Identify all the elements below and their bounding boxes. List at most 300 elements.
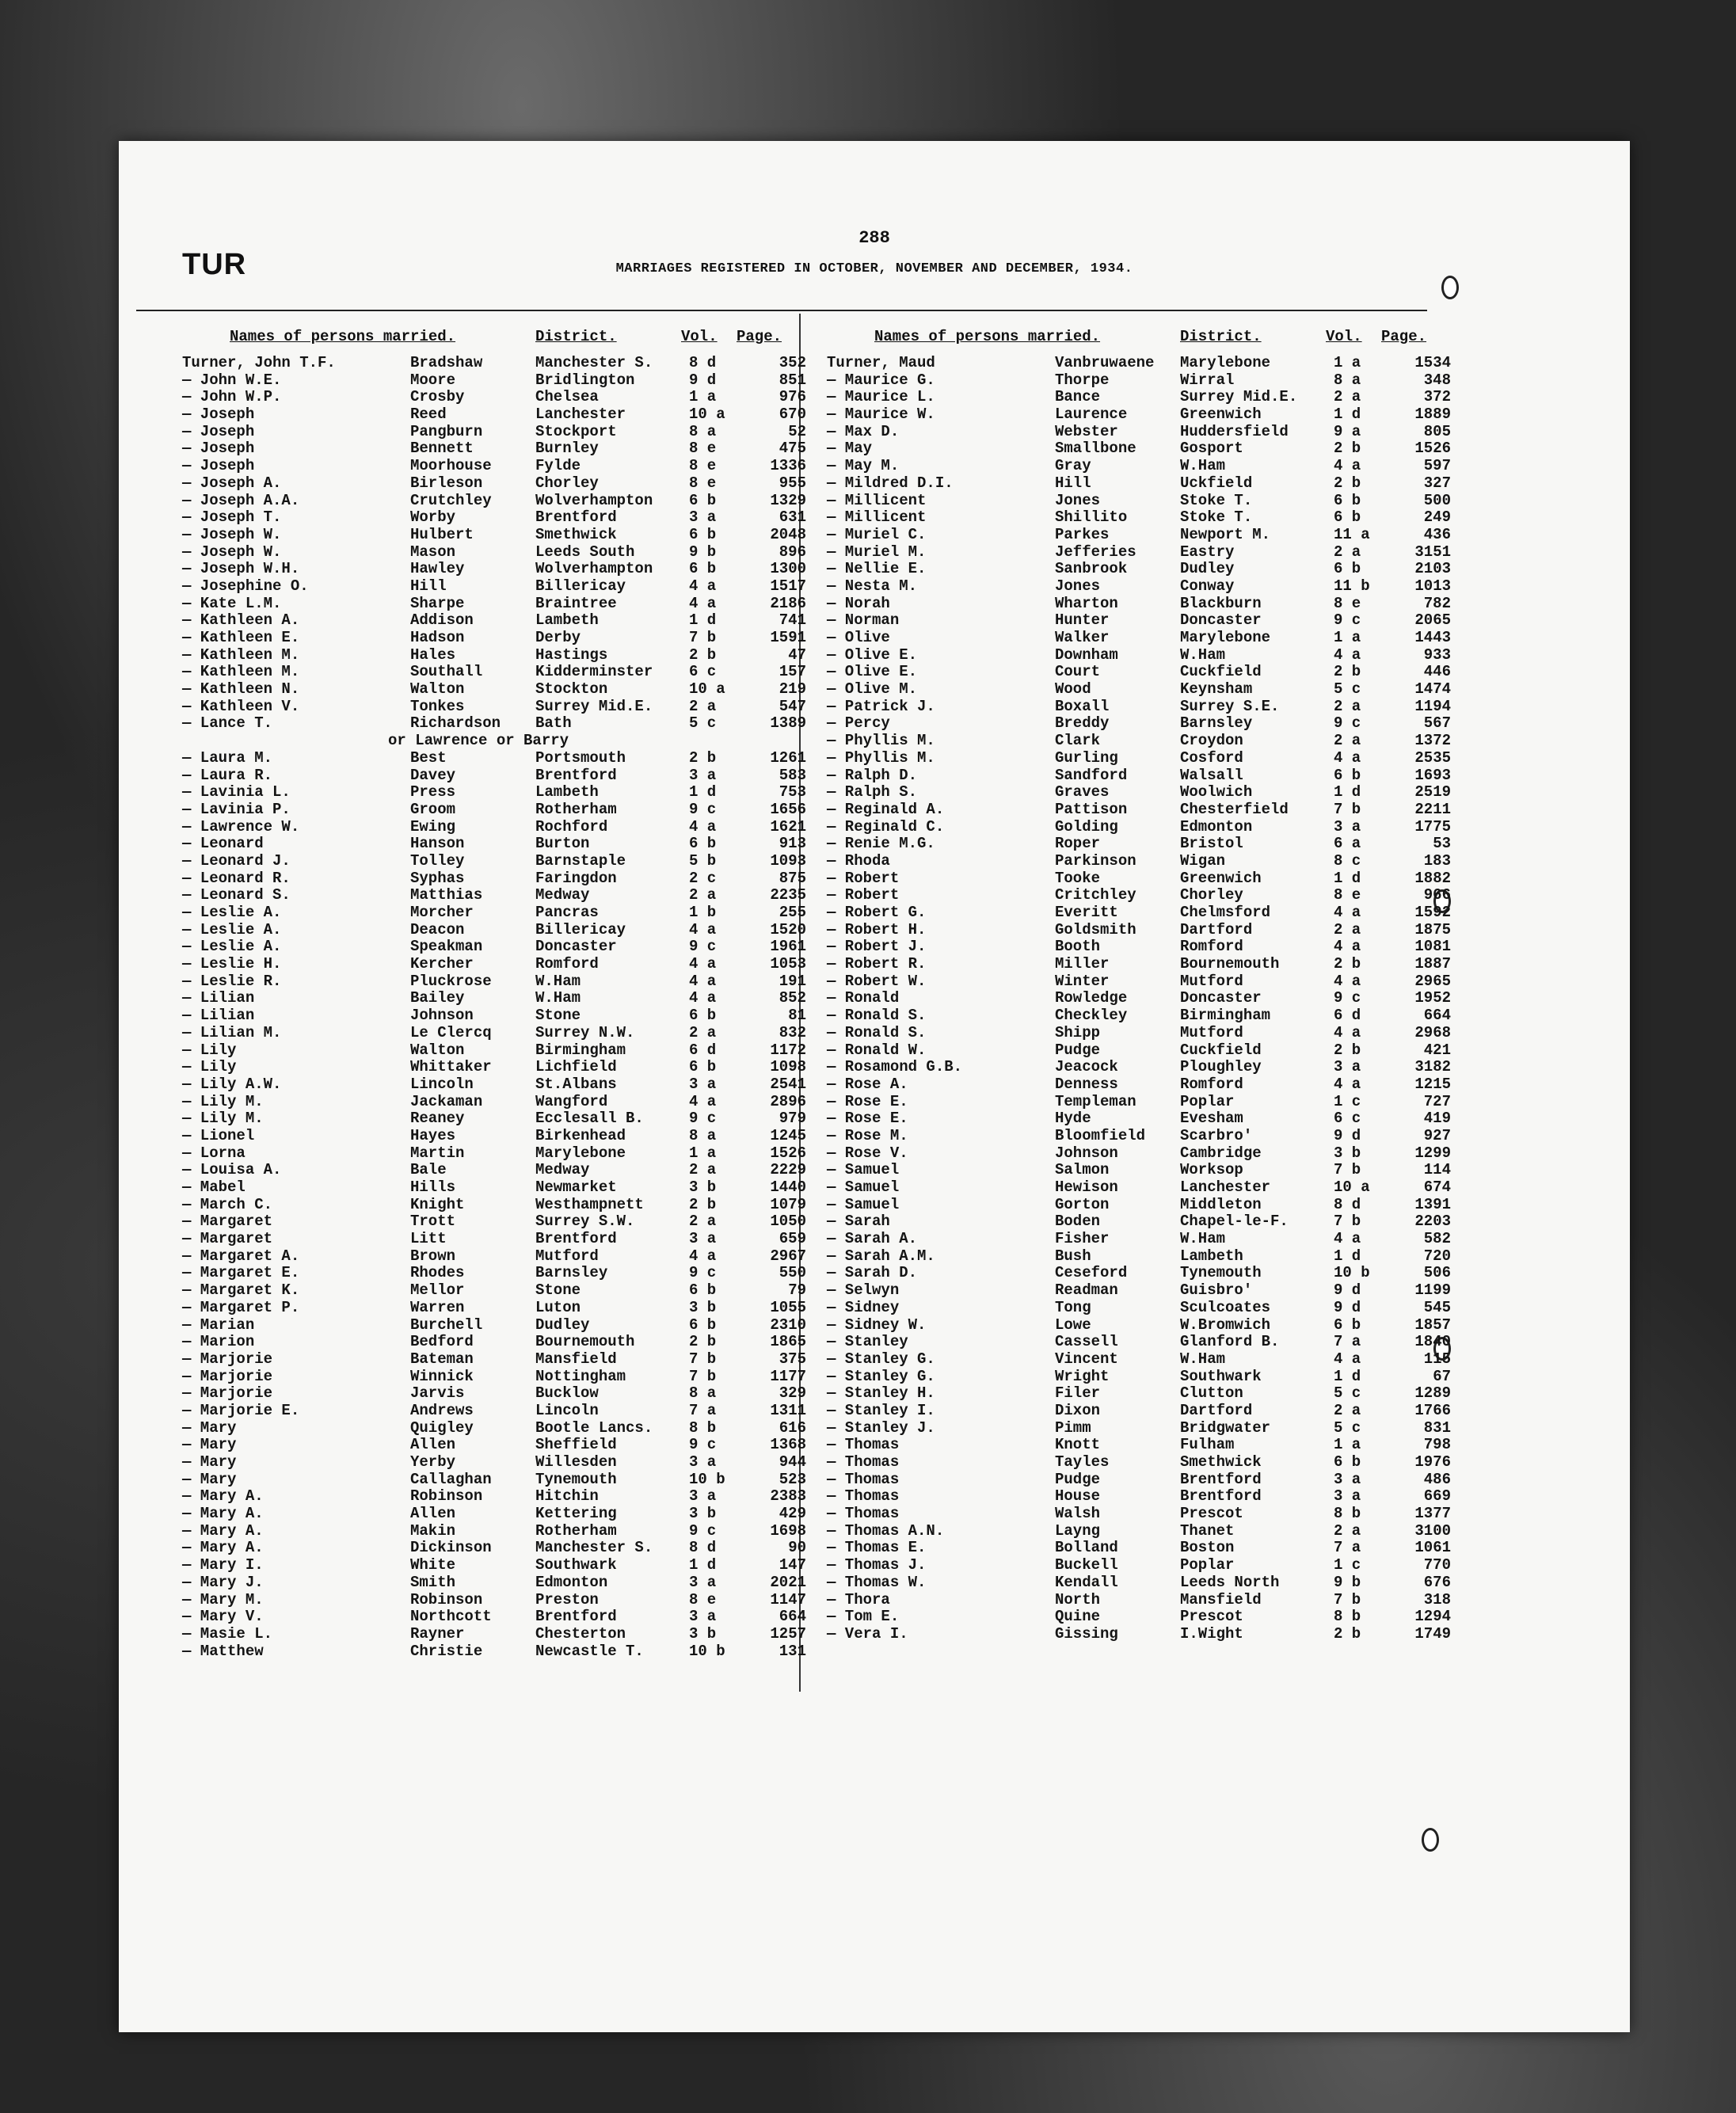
entry-volume: 8 a [689,422,717,440]
entry-spouse-surname: Ewing [410,817,456,836]
entry-page: 913 [779,835,806,853]
entry-district: Stoke T. [1180,491,1253,509]
entry-district: Edmonton [535,1573,608,1591]
entry-volume: 2 b [1334,1041,1361,1059]
entry-volume: 4 a [689,577,717,595]
entry-spouse-surname: Tonkes [410,697,465,715]
entry-district: Barnsley [1180,714,1253,733]
entry-given-name: — Nesta M. [827,577,918,595]
entry-page: 1194 [1414,697,1451,715]
entry-district: Prescot [1180,1505,1243,1523]
entry-volume: 4 a [689,1247,717,1265]
entry-district: Kettering [535,1505,617,1523]
entry-spouse-surname: Layng [1055,1521,1101,1540]
entry-given-name: — Reginald C. [827,817,945,836]
entry-page: 1172 [770,1041,806,1059]
entry-page: 1329 [770,491,806,509]
entry-given-name: — Millicent [827,491,927,509]
entry-page: 1013 [1414,577,1451,595]
entry-district: Cosford [1180,748,1243,767]
entry-page: 1050 [770,1213,806,1231]
entry-given-name: — Rosamond G.B. [827,1058,963,1076]
header-vol: Vol. [681,328,718,345]
entry-page: 550 [779,1264,806,1282]
entry-page: 249 [1423,508,1451,527]
entry-volume: 4 a [689,817,717,836]
entry-spouse-surname: Bance [1055,388,1101,406]
register-entry [182,440,832,458]
entry-spouse-surname: Gissing [1055,1624,1118,1643]
entry-spouse-surname: Northcott [410,1608,492,1626]
entry-district: Wangford [535,1092,608,1110]
entry-page: 2310 [770,1315,806,1334]
entry-page: 1147 [770,1590,806,1609]
register-entry [182,853,832,870]
entry-spouse-surname: Hanson [410,835,465,853]
register-entry [182,1557,832,1574]
entry-given-name: — Phyllis M. [827,732,935,750]
entry-given-name: — Leonard J. [182,851,291,870]
register-entry [827,1025,1476,1042]
surname-tab-code: TUR [182,248,247,281]
entry-spouse-surname: Hales [410,645,456,664]
entry-spouse-surname: Brown [410,1247,456,1265]
register-entry [827,1557,1476,1574]
entry-volume: 9 d [689,371,717,389]
entry-spouse-surname: Southall [410,663,483,681]
entry-given-name: — Lily M. [182,1110,264,1128]
register-entry [182,1437,832,1454]
entry-spouse-surname: Hayes [410,1126,456,1144]
entry-volume: 4 a [689,594,717,612]
entry-page: 875 [779,869,806,887]
entry-spouse-surname: Jeacock [1055,1058,1118,1076]
register-entry [827,1626,1476,1643]
entry-page: 545 [1423,1298,1451,1316]
entry-given-name: — Mary M. [182,1590,264,1609]
register-entry [182,1506,832,1523]
entry-spouse-surname: Bush [1055,1247,1091,1265]
entry-spouse-surname: Wood [1055,680,1091,699]
entry-spouse-surname: House [1055,1487,1101,1506]
entry-page: 2211 [1414,800,1451,818]
entry-given-name: — Mary A. [182,1521,264,1540]
register-entry [827,509,1476,527]
entry-page: 2968 [1414,1023,1451,1041]
register-entry [827,938,1476,956]
entry-given-name: — Leonard S. [182,886,291,904]
entry-volume: 9 c [1334,714,1361,733]
entry-given-name: — Muriel M. [827,543,927,561]
entry-volume: 5 c [1334,1384,1361,1403]
entry-page: 832 [779,1023,806,1041]
entry-district: Smethwick [535,525,617,543]
entry-page: 1961 [770,938,806,956]
register-entry [182,1042,832,1060]
register-entry [827,1420,1476,1437]
register-entry [827,973,1476,991]
entry-volume: 2 c [689,869,717,887]
entry-given-name: — Sarah A. [827,1230,918,1248]
entry-given-name: — Kathleen V. [182,697,300,715]
entry-page: 664 [779,1608,806,1626]
entry-volume: 1 d [1334,869,1361,887]
register-entry [827,1128,1476,1145]
entry-spouse-surname: White [410,1556,456,1574]
entry-spouse-surname: Filer [1055,1384,1101,1403]
page-number: 288 [858,228,890,248]
entry-page: 896 [779,543,806,561]
entry-given-name: — Leonard R. [182,869,291,887]
entry-page: 421 [1423,1041,1451,1059]
entry-district: Wolverhampton [535,491,653,509]
register-entry [182,681,832,699]
entry-page: 352 [779,354,806,371]
register-entry [182,1592,832,1609]
register-entry [182,699,832,716]
entry-page: 1300 [770,560,806,578]
entry-volume: 4 a [1334,972,1361,990]
register-entry [827,1540,1476,1557]
register-entry [827,715,1476,733]
entry-volume: 9 d [1334,1126,1361,1144]
entry-spouse-surname: Andrews [410,1401,474,1419]
entry-district: W.Ham [535,972,581,990]
entry-volume: 2 b [689,645,717,664]
entry-spouse-surname: Pimm [1055,1418,1091,1437]
entry-given-name: — Phyllis M. [827,748,935,767]
entry-given-name: — John W.E. [182,371,282,389]
entry-spouse-surname: Hill [1055,474,1091,492]
entry-given-name: — Joseph [182,457,255,475]
entry-spouse-surname: Templeman [1055,1092,1136,1110]
entry-volume: 8 b [1334,1505,1361,1523]
entry-given-name: — Ronald S. [827,1023,927,1041]
entry-spouse-surname: Allen [410,1436,456,1454]
entry-page: 659 [779,1230,806,1248]
entry-spouse-surname: Bradshaw [410,354,483,371]
entry-district: Wigan [1180,851,1226,870]
entry-page: 372 [1423,388,1451,406]
entry-given-name: — Stanley I. [827,1401,935,1419]
register-entry [182,1094,832,1111]
entry-district: Poplar [1180,1556,1235,1574]
entry-volume: 6 b [689,835,717,853]
header-page: Page. [1381,328,1427,345]
entry-volume: 4 a [689,972,717,990]
entry-district: Billericay [535,577,626,595]
register-entry [827,1042,1476,1060]
entry-given-name: — Lilian [182,1007,255,1025]
entry-volume: 1 d [689,1556,717,1574]
entry-volume: 8 d [1334,1195,1361,1213]
entry-page: 741 [779,611,806,630]
entry-district: Huddersfield [1180,422,1289,440]
entry-given-name: — Muriel C. [827,525,927,543]
entry-volume: 4 a [1334,938,1361,956]
entry-given-name: — Mary [182,1418,237,1437]
entry-page: 486 [1423,1470,1451,1488]
entry-page: 523 [779,1470,806,1488]
entry-spouse-surname: Critchley [1055,886,1136,904]
entry-given-name: — Stanley H. [827,1384,935,1403]
entry-spouse-surname: Tolley [410,851,465,870]
register-entry [182,1351,832,1369]
entry-district: Dudley [1180,560,1235,578]
entry-page: 1257 [770,1624,806,1643]
entry-district: Barnsley [535,1264,608,1282]
entry-page: 831 [1423,1418,1451,1437]
register-entry [827,956,1476,973]
left-entries [182,355,832,1660]
register-entry [827,836,1476,853]
entry-volume: 6 b [689,525,717,543]
register-entry [827,1592,1476,1609]
entry-spouse-surname: Kercher [410,955,474,973]
entry-spouse-surname: Bedford [410,1333,474,1351]
entry-district: Keynsham [1180,680,1253,699]
entry-page: 2235 [770,886,806,904]
entry-page: 1098 [770,1058,806,1076]
entry-spouse-surname: Hills [410,1178,456,1196]
entry-spouse-surname: Hadson [410,629,465,646]
register-entry [182,1231,832,1248]
entry-spouse-surname: Trott [410,1213,456,1231]
entry-spouse-surname: Salmon [1055,1161,1110,1179]
entry-district: Hitchin [535,1487,599,1506]
entry-page: 1698 [770,1521,806,1540]
entry-volume: 9 c [689,800,717,818]
entry-district: Woolwich [1180,783,1253,801]
entry-given-name: — Norman [827,611,900,630]
entry-page: 927 [1423,1126,1451,1144]
entry-page: 1887 [1414,955,1451,973]
register-entry [182,1007,832,1025]
entry-page: 1294 [1414,1608,1451,1626]
entry-spouse-surname: North [1055,1590,1101,1609]
entry-volume: 8 d [689,354,717,371]
register-entry [182,1540,832,1557]
entry-volume: 9 c [689,1264,717,1282]
entry-district: Southwark [535,1556,617,1574]
entry-district: Lambeth [535,783,599,801]
entry-given-name: — Thomas [827,1453,900,1471]
entry-given-name: — Mary [182,1453,237,1471]
entry-district: Brentford [535,1230,617,1248]
entry-spouse-surname: Martin [410,1144,465,1162]
entry-given-name: — Lilian [182,989,255,1007]
register-entry [827,1110,1476,1128]
entry-page: 1749 [1414,1624,1451,1643]
entry-district: Billericay [535,920,626,938]
entry-district: Faringdon [535,869,617,887]
entry-given-name: — John W.P. [182,388,282,406]
entry-volume: 6 c [1334,1110,1361,1128]
entry-page: 631 [779,508,806,527]
entry-spouse-surname: Worby [410,508,456,527]
entry-given-name: — Matthew [182,1642,264,1660]
entry-district: Preston [535,1590,599,1609]
entry-given-name: Turner, Maud [827,354,935,371]
entry-page: 674 [1423,1178,1451,1196]
register-entry [182,1420,832,1437]
entry-volume: 4 a [1334,1230,1361,1248]
entry-given-name: — Lily A.W. [182,1075,282,1093]
entry-spouse-surname: Allen [410,1505,456,1523]
register-entry [827,801,1476,819]
entry-page: 782 [1423,594,1451,612]
entry-district: Mutford [1180,1023,1243,1041]
entry-spouse-surname: Jones [1055,491,1101,509]
entry-spouse-surname: Syphas [410,869,465,887]
entry-volume: 6 d [689,1041,717,1059]
register-entry [827,699,1476,716]
entry-volume: 9 c [689,1436,717,1454]
entry-district: Doncaster [535,938,617,956]
entry-spouse-surname: Pudge [1055,1041,1101,1059]
entry-page: 852 [779,989,806,1007]
entry-district: Tynemouth [1180,1264,1262,1282]
entry-spouse-surname: Yerby [410,1453,456,1471]
register-entry [182,1403,832,1420]
entry-volume: 2 a [1334,1521,1361,1540]
entry-spouse-surname: Everitt [1055,904,1118,921]
entry-page: 1517 [770,577,806,595]
entry-given-name: — Patrick J. [827,697,935,715]
entry-page: 2519 [1414,783,1451,801]
entry-given-name: — Marjorie E. [182,1401,300,1419]
entry-page: 2203 [1414,1213,1451,1231]
entry-district: Stoke T. [1180,508,1253,527]
register-entry [182,990,832,1007]
entry-spouse-surname: Knight [410,1195,465,1213]
entry-given-name: — Sarah [827,1213,890,1231]
entry-page: 1261 [770,748,806,767]
entry-district: Edmonton [1180,817,1253,836]
entry-spouse-surname: Jefferies [1055,543,1136,561]
entry-volume: 6 b [689,1058,717,1076]
entry-district: Chorley [535,474,599,492]
register-entry [827,1403,1476,1420]
entry-given-name: — Marian [182,1315,255,1334]
register-entry [182,1025,832,1042]
register-entry [182,1282,832,1300]
entry-given-name: — Lily M. [182,1092,264,1110]
left-column-header [182,328,832,355]
entry-page: 1526 [1414,440,1451,458]
entry-district: I.Wight [1180,1624,1243,1643]
entry-district: Derby [535,629,581,646]
entry-district: Chelmsford [1180,904,1271,921]
entry-volume: 1 a [1334,354,1361,371]
register-entry [827,1248,1476,1266]
entry-page: 1656 [770,800,806,818]
entry-spouse-surname: Birleson [410,474,483,492]
register-entry [827,372,1476,390]
entry-given-name: — Marion [182,1333,255,1351]
entry-given-name: — Reginald A. [827,800,945,818]
entry-page: 1372 [1414,732,1451,750]
register-entry [182,1471,832,1489]
entry-spouse-surname: Golding [1055,817,1118,836]
register-entry [827,922,1476,939]
entry-volume: 6 d [1334,1007,1361,1025]
entry-district: Rochford [535,817,608,836]
entry-volume: 3 a [689,766,717,784]
right-entries [827,355,1476,1643]
entry-given-name: — Leslie H. [182,955,282,973]
entry-volume: 5 b [689,851,717,870]
entry-given-name: — Mary J. [182,1573,264,1591]
entry-page: 1215 [1414,1075,1451,1093]
register-entry [182,1110,832,1128]
entry-district: Worksop [1180,1161,1243,1179]
entry-spouse-surname: Roper [1055,835,1101,853]
entry-page: 583 [779,766,806,784]
entry-page: 976 [779,388,806,406]
entry-spouse-surname: Dickinson [410,1539,492,1557]
header-district: District. [1180,328,1262,345]
entry-volume: 4 a [1334,1023,1361,1041]
entry-volume: 5 c [1334,1418,1361,1437]
entry-district: Chesterton [535,1624,626,1643]
entry-given-name: — Ronald [827,989,900,1007]
entry-district: Smethwick [1180,1453,1262,1471]
entry-page: 1534 [1414,354,1451,371]
entry-given-name: — Sarah D. [827,1264,918,1282]
register-entry [182,509,832,527]
entry-page: 727 [1423,1092,1451,1110]
entry-district: Surrey Mid.E. [535,697,653,715]
entry-volume: 1 a [689,1144,717,1162]
entry-volume: 6 b [1334,560,1361,578]
entry-district: W.Bromwich [1180,1315,1271,1334]
register-entry [182,1626,832,1643]
entry-volume: 1 d [1334,1367,1361,1385]
entry-page: 1079 [770,1195,806,1213]
entry-volume: 7 a [689,1401,717,1419]
entry-district: Birkenhead [535,1126,626,1144]
register-entry [182,750,832,767]
entry-volume: 2 a [689,697,717,715]
register-entry [182,1213,832,1231]
entry-given-name: — Joseph T. [182,508,282,527]
entry-page: 966 [1423,886,1451,904]
entry-page: 1377 [1414,1505,1451,1523]
entry-volume: 4 a [1334,645,1361,664]
register-entry [827,1059,1476,1076]
entry-volume: 2 a [689,886,717,904]
entry-given-name: — Ronald W. [827,1041,927,1059]
register-entry [827,853,1476,870]
entry-volume: 1 c [1334,1092,1361,1110]
entry-given-name: — Lance T. [182,714,273,733]
register-entry [827,612,1476,630]
register-entry [182,1643,832,1661]
entry-volume: 3 a [1334,1487,1361,1506]
entry-district: Ecclesall B. [535,1110,644,1128]
entry-page: 114 [1423,1161,1451,1179]
register-entry [182,801,832,819]
entry-spouse-surname: Moorhouse [410,457,492,475]
entry-spouse-surname: Rowledge [1055,989,1128,1007]
entry-volume: 6 b [689,491,717,509]
entry-district: Medway [535,1161,590,1179]
entry-district: St.Albans [535,1075,617,1093]
entry-page: 436 [1423,525,1451,543]
entry-given-name: — Samuel [827,1161,900,1179]
entry-spouse-surname: Shillito [1055,508,1128,527]
